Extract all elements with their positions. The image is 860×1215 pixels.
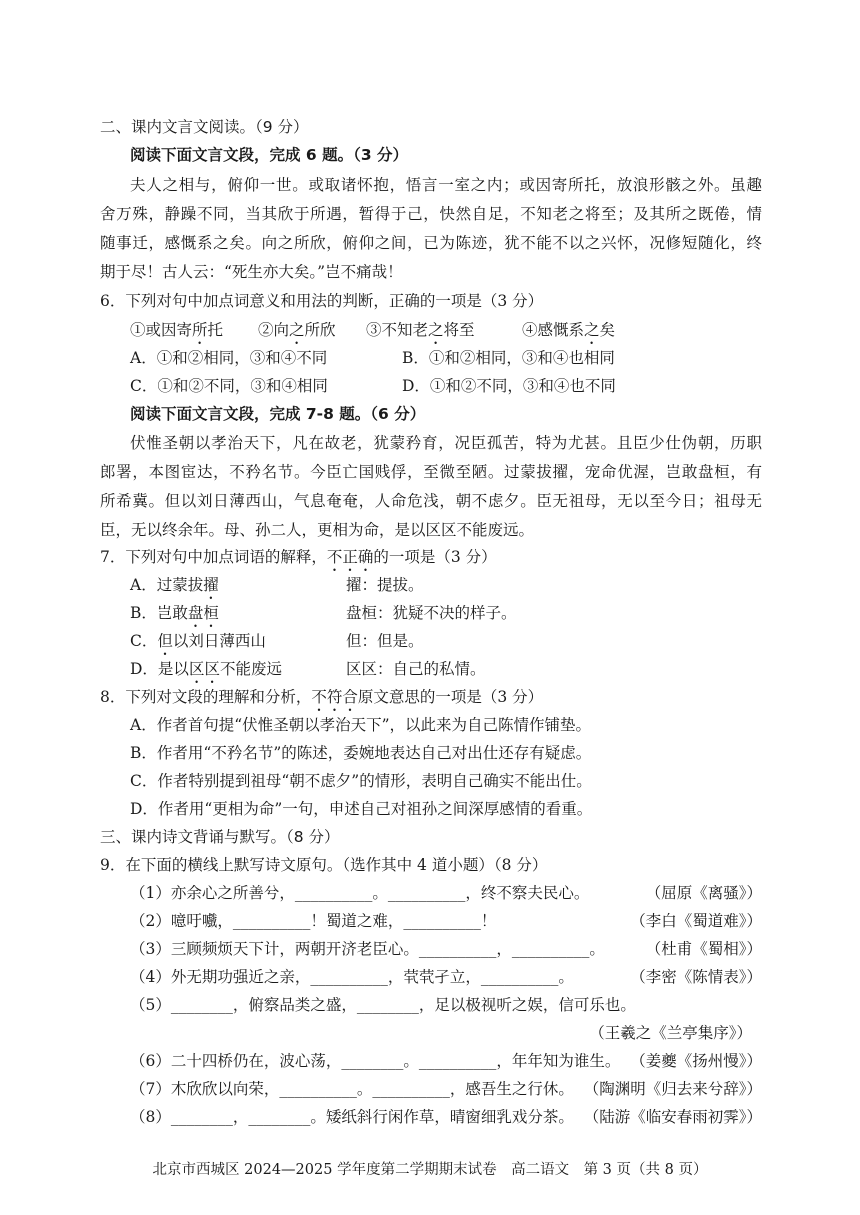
q9-source: （屈原《离骚》） bbox=[645, 884, 762, 902]
q9-item: （8）________，________。矮纸斜行闲作草，晴窗细乳戏分茶。 bbox=[130, 1108, 574, 1126]
q7-sentence: D．是以区区不能废远 bbox=[130, 660, 282, 678]
q6-option: B．①和②相同，③和④也相同 bbox=[402, 349, 615, 367]
instruction-q7-8: 阅读下面文言文段，完成 7-8 题。（6 分） bbox=[130, 405, 426, 423]
q7-gloss: 但：但是。 bbox=[346, 632, 424, 650]
passage2-line: 伏惟圣朝以孝治天下，凡在故老，犹蒙矜育，况臣孤苦，特为尤甚。且臣少仕伪朝，历职 bbox=[130, 434, 762, 452]
emphasized-word: 区区 bbox=[188, 660, 220, 678]
q6-stem: 6．下列对句中加点词意义和用法的判断，正确的一项是（3 分） bbox=[100, 292, 544, 310]
q9-source: （李白《蜀道难》） bbox=[630, 912, 762, 930]
q9-source: （李密《陈情表》） bbox=[630, 968, 762, 986]
emphasized-word: 盘桓 bbox=[187, 604, 219, 622]
q7-gloss: 盘桓：犹疑不决的样子。 bbox=[346, 604, 517, 622]
q8-option: D．作者用“更相为命”一句，申述自己对祖孙之间深厚感情的看重。 bbox=[130, 800, 593, 818]
q9-source: （杜甫《蜀相》） bbox=[645, 940, 762, 958]
q6-option: A．①和②相同，③和④不同 bbox=[130, 349, 328, 367]
q7-gloss: 区区：自己的私情。 bbox=[346, 660, 486, 678]
passage1-line: 夫人之相与，俯仰一世。或取诸怀抱，悟言一室之内；或因寄所托，放浪形骸之外。虽趣 bbox=[130, 176, 762, 194]
q7-stem: 7．下列对句中加点词语的解释，不正确的一项是（3 分） bbox=[100, 548, 497, 566]
passage2-line: 臣，无以终余年。母、孙二人，更相为命，是以区区不能废远。 bbox=[100, 521, 535, 539]
q9-stem: 9．在下面的横线上默写诗文原句。（选作其中 4 道小题）（8 分） bbox=[100, 856, 548, 874]
q9-item: （6）二十四桥仍在，波心荡，________。__________，年年知为谁生。 bbox=[130, 1052, 621, 1070]
emphasized-word: 所 bbox=[192, 321, 208, 339]
q6-item: ②向之所欣 bbox=[258, 321, 336, 339]
q6-item: ③不知老之将至 bbox=[366, 321, 475, 339]
q6-option: D．①和②不同，③和④也不同 bbox=[402, 377, 616, 395]
section3-heading: 三、课内诗文背诵与默写。（8 分） bbox=[100, 828, 340, 846]
q8-option: C．作者特别提到祖母“朝不虑夕”的情形，表明自己确实不能出仕。 bbox=[130, 772, 592, 790]
emphasized-word: 之 bbox=[289, 321, 305, 339]
section2-heading: 二、课内文言文阅读。（9 分） bbox=[100, 118, 309, 136]
emphasized-word: 不符合 bbox=[311, 688, 358, 706]
emphasized-word: 擢 bbox=[203, 576, 219, 594]
q9-item: （7）木欣欣以向荣，__________。__________，感吾生之行休。 bbox=[130, 1080, 574, 1098]
q7-gloss: 擢：提拔。 bbox=[346, 576, 424, 594]
passage2-line: 郎署，本图宦达，不矜名节。今臣亡国贱俘，至微至陋。过蒙拔擢，宠命优渥，岂敢盘桓，有 bbox=[100, 463, 762, 481]
page-footer: 北京市西城区 2024—2025 学年度第二学期期末试卷 高二语文 第 3 页（共 8 页） bbox=[152, 1162, 708, 1178]
q9-item: （2）噫吁嚱，__________！蜀道之难，__________！ bbox=[130, 912, 497, 930]
q9-source: （陶渊明《归去来兮辞》） bbox=[583, 1080, 762, 1098]
q6-item: ④感慨系之矣 bbox=[522, 321, 616, 339]
emphasized-word: 但 bbox=[157, 632, 173, 650]
q6-item: ①或因寄所托 bbox=[130, 321, 224, 339]
passage2-line: 所希冀。但以刘日薄西山，气息奄奄，人命危浅，朝不虑夕。臣无祖母，无以至今日；祖母无 bbox=[100, 492, 762, 510]
q9-source: （姜夔《扬州慢》） bbox=[630, 1052, 762, 1070]
q7-sentence: A．过蒙拔擢 bbox=[130, 576, 219, 594]
instruction-q6: 阅读下面文言文段，完成 6 题。（3 分） bbox=[130, 146, 409, 164]
q9-item: （1）亦余心之所善兮，__________。__________，终不察夫民心。 bbox=[130, 884, 590, 902]
passage1-line: 随事迁，感慨系之矣。向之所欣，俯仰之间，已为陈迹，犹不能不以之兴怀，况修短随化，终 bbox=[100, 234, 762, 252]
passage1-line: 期于尽！古人云：“死生亦大矣。”岂不痛哉！ bbox=[100, 263, 403, 281]
q9-source: （王羲之《兰亭集序》） bbox=[589, 1024, 752, 1042]
q8-option: B．作者用“不矜名节”的陈述，委婉地表达自己对出仕还存有疑虑。 bbox=[130, 744, 592, 762]
q9-source: （陆游《临安春雨初霁》） bbox=[583, 1108, 762, 1126]
q8-stem: 8．下列对文段的理解和分析，不符合原文意思的一项是（3 分） bbox=[100, 688, 544, 706]
q7-sentence: C．但以刘日薄西山 bbox=[130, 632, 266, 650]
emphasized-word: 之 bbox=[428, 321, 444, 339]
emphasized-word: 之 bbox=[584, 321, 600, 339]
passage1-line: 舍万殊，静躁不同，当其欣于所遇，暂得于己，快然自足，不知老之将至；及其所之既倦，情 bbox=[100, 205, 762, 223]
q8-option: A．作者首句提“伏惟圣朝以孝治天下”，以此来为自己陈情作铺垫。 bbox=[130, 716, 592, 734]
q9-item: （4）外无期功强近之亲，__________，茕茕孑立，__________。 bbox=[130, 968, 574, 986]
q6-option: C．①和②不同，③和④相同 bbox=[130, 377, 328, 395]
emphasized-word: 不正确 bbox=[326, 548, 374, 566]
q7-sentence: B．岂敢盘桓 bbox=[130, 604, 219, 622]
q9-item: （3）三顾频烦天下计，两朝开济老臣心。__________，__________。 bbox=[130, 940, 605, 958]
q9-item: （5）________，俯察品类之盛，________，足以极视听之娱，信可乐也。 bbox=[130, 996, 636, 1014]
